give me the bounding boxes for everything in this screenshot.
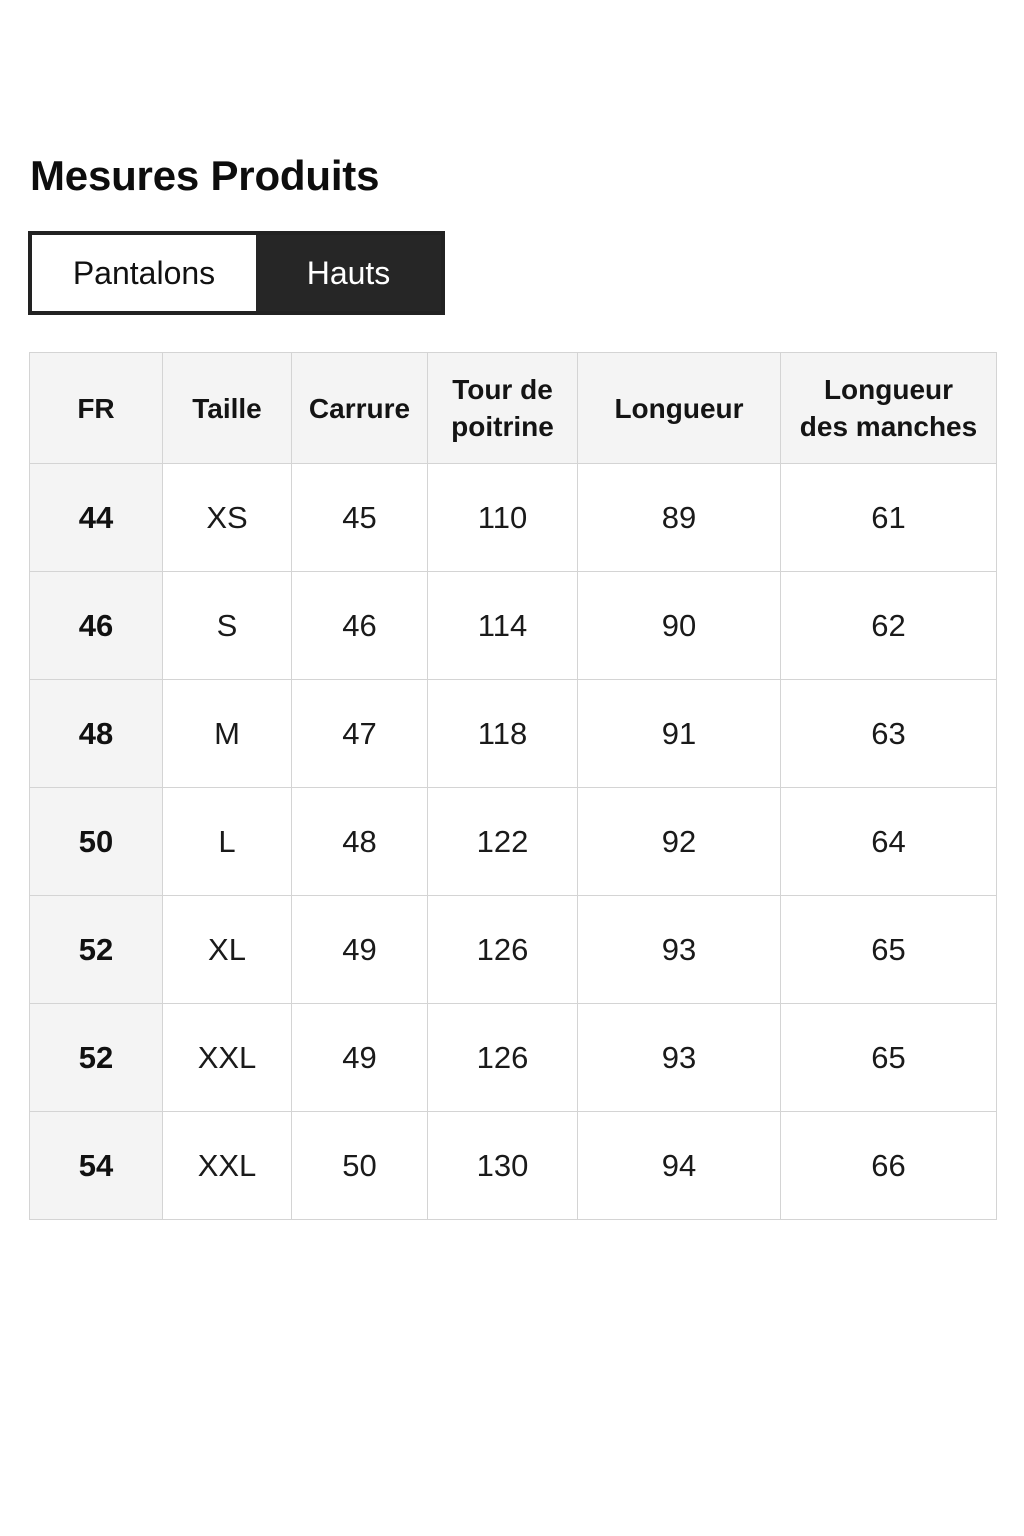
cell-fr: 52 [30, 1004, 163, 1112]
cell-carrure: 45 [292, 464, 428, 572]
cell-tour-de-poitrine: 114 [428, 572, 578, 680]
size-table [29, 352, 997, 1220]
tab-pantalons[interactable]: Pantalons [32, 235, 256, 311]
cell-longueur: 93 [578, 1004, 781, 1112]
cell-longueur-des-manches: 63 [781, 680, 997, 788]
cell-fr: 54 [30, 1112, 163, 1220]
cell-longueur-des-manches: 65 [781, 1004, 997, 1112]
cell-carrure: 50 [292, 1112, 428, 1220]
cell-taille: S [163, 572, 292, 680]
header-tour-de-poitrine [428, 353, 578, 464]
cell-fr: 44 [30, 464, 163, 572]
cell-carrure: 46 [292, 572, 428, 680]
cell-taille: XL [163, 896, 292, 1004]
table-header-row [30, 353, 997, 464]
cell-tour-de-poitrine: 110 [428, 464, 578, 572]
cell-tour-de-poitrine: 126 [428, 896, 578, 1004]
cell-longueur: 94 [578, 1112, 781, 1220]
table-row [30, 1112, 997, 1220]
cell-taille: L [163, 788, 292, 896]
header-taille: Taille [163, 353, 292, 464]
cell-taille: M [163, 680, 292, 788]
category-tabs [28, 231, 445, 315]
table-row [30, 464, 997, 572]
cell-fr: 48 [30, 680, 163, 788]
cell-tour-de-poitrine: 130 [428, 1112, 578, 1220]
cell-taille: XXL [163, 1112, 292, 1220]
cell-carrure: 49 [292, 1004, 428, 1112]
header-fr: FR [30, 353, 163, 464]
table-row [30, 680, 997, 788]
cell-fr: 50 [30, 788, 163, 896]
cell-longueur: 93 [578, 896, 781, 1004]
cell-tour-de-poitrine: 118 [428, 680, 578, 788]
table-row [30, 788, 997, 896]
header-tour-de-poitrine-label: Tour de poitrine [451, 374, 554, 442]
cell-taille: XXL [163, 1004, 292, 1112]
header-longueur-des-manches [781, 353, 997, 464]
cell-longueur: 89 [578, 464, 781, 572]
cell-longueur-des-manches: 61 [781, 464, 997, 572]
header-longueur: Longueur [578, 353, 781, 464]
cell-longueur-des-manches: 64 [781, 788, 997, 896]
cell-longueur: 91 [578, 680, 781, 788]
table-row [30, 1004, 997, 1112]
cell-carrure: 49 [292, 896, 428, 1004]
header-carrure: Carrure [292, 353, 428, 464]
cell-longueur: 92 [578, 788, 781, 896]
cell-longueur-des-manches: 62 [781, 572, 997, 680]
cell-longueur-des-manches: 65 [781, 896, 997, 1004]
table-row [30, 572, 997, 680]
page-title: Mesures Produits [30, 152, 380, 199]
cell-fr: 52 [30, 896, 163, 1004]
cell-longueur: 90 [578, 572, 781, 680]
cell-longueur-des-manches: 66 [781, 1112, 997, 1220]
cell-tour-de-poitrine: 126 [428, 1004, 578, 1112]
tab-hauts[interactable]: Hauts [256, 235, 441, 311]
cell-carrure: 48 [292, 788, 428, 896]
cell-tour-de-poitrine: 122 [428, 788, 578, 896]
cell-taille: XS [163, 464, 292, 572]
table-row [30, 896, 997, 1004]
header-longueur-des-manches-label: Longueur des manches [799, 374, 978, 442]
cell-fr: 46 [30, 572, 163, 680]
cell-carrure: 47 [292, 680, 428, 788]
